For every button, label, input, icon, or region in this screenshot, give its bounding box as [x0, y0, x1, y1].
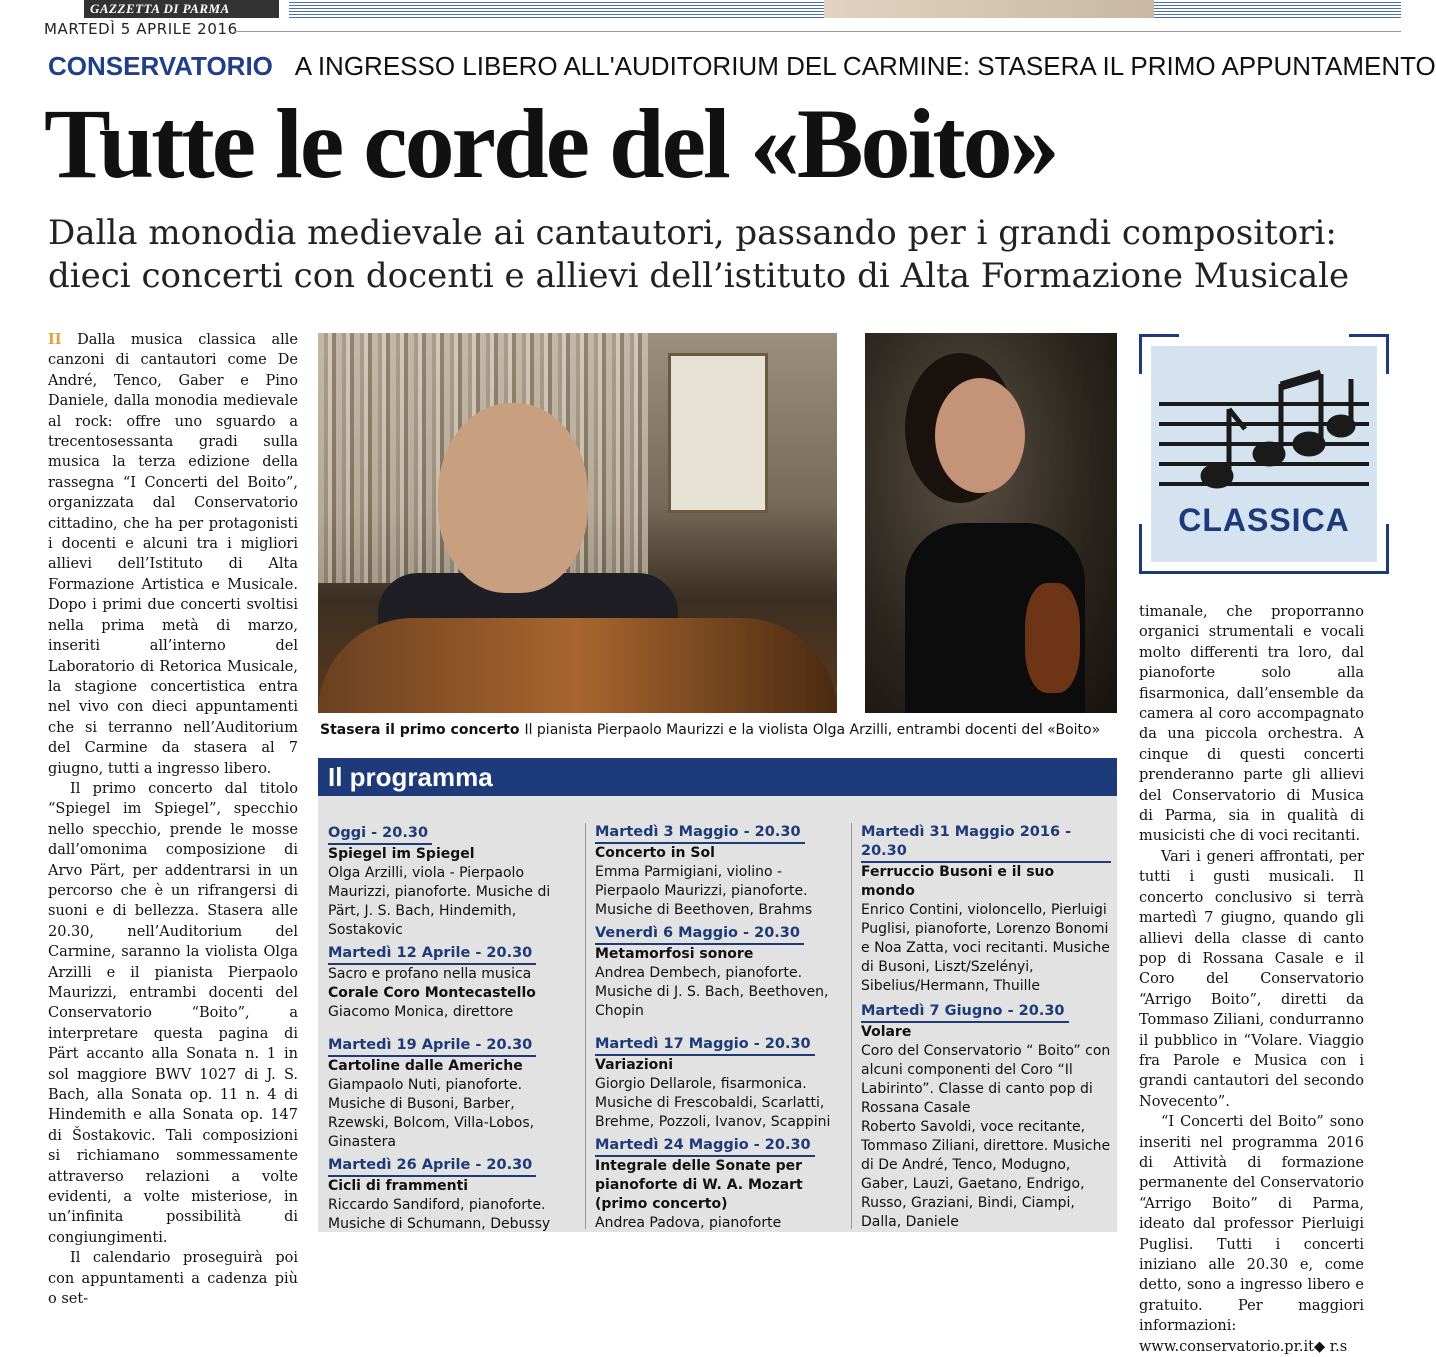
caption-lead: Stasera il primo concerto [320, 722, 520, 738]
photo-pianist [318, 333, 837, 713]
event-date: Martedì 31 Maggio 2016 - 20.30 [861, 823, 1111, 863]
event-entry [595, 1035, 843, 1132]
event-date: Venerdì 6 Maggio - 20.30 [595, 924, 804, 945]
event-date: Martedì 3 Maggio - 20.30 [595, 823, 805, 844]
article-paragraph: II Dalla musica classica alle canzoni di cantautori come De André, Tenco, Gaber e Pino Daniele, dalla monodia medievale al rock: offre uno sguardo a trecentosessanta gradi sulla musica la terza edizione della rassegna “I Concerti del Boito”, organizzata dal Conservatorio cittadino, che ha per protagonisti i docenti e alcuni tra i migliori allievi dell’Istituto di Alta Formazione Artistica e Musicale. Dopo i primi due concerti svoltisi nella prima metà di marzo, inseriti all’interno del Laboratorio di Retorica Musicale, la stagione concertistica entra nel vivo con dieci appuntamenti che si terranno nell’Auditorium del Carmine da stasera al 7 giugno, tutti a ingresso libero. [48, 331, 299, 777]
photo-caption [320, 722, 1100, 738]
headline: Tutte le corde del «Boito» [44, 88, 1057, 199]
event-description: Olga Arzilli, viola - Pierpaolo Maurizzi, pianoforte. Musiche di Pärt, J. S. Bach, Hindemith, Sostakovic [328, 865, 551, 938]
event-description: Sacro e profano nella musica [328, 966, 532, 982]
program-column-2 [585, 823, 849, 1229]
masthead-photo-strip [824, 0, 1154, 18]
event-description: Coro del Conservatorio “ Boito” con alcuni componenti del Coro “Il Labirinto”. Classe di canto pop di Rossana Casale [861, 1043, 1111, 1116]
event-entry [328, 1156, 576, 1234]
event-title: Corale Coro Montecastello [328, 985, 536, 1001]
program-title: Il programma [318, 758, 1117, 796]
event-date: Martedì 7 Giugno - 20.30 [861, 1002, 1069, 1023]
event-title: Cartoline dalle Americhe [328, 1058, 523, 1074]
event-entry [595, 924, 843, 1021]
event-title: Volare [861, 1024, 912, 1040]
article-paragraph: Il primo concerto dal titolo “Spiegel im Spiegel”, specchio nello specchio, prende le mosse dall’omonima composizione di Arvo Pärt, per addentrarsi in un percorso che è un rifrangersi di suoni e di bellezza. Stasera alle 20.30, nell’Auditorium del Carmine, saranno la violista Olga Arzilli e il pianista Pierpaolo Maurizzi, entrambi docenti del Conservatorio “Boito”, a interpretare questa pagina di Pärt accanto alla Sonata n. 1 in sol maggiore BWV 1027 di J. S. Bach, alla Sonata op. 11 n. 4 di Hindemith e alla Sonata op. 147 di Šostakovic. Tali composizioni si richiamano sommessamente attraverso relazioni a volte evidenti, a volte misteriose, in un’infinita possibilità di congiungimenti. [48, 780, 298, 1246]
event-date: Martedì 26 Aprile - 20.30 [328, 1156, 536, 1177]
event-description: Andrea Dembech, pianoforte. Musiche di J. S. Bach, Beethoven, Chopin [595, 965, 829, 1019]
event-entry [328, 944, 576, 1022]
event-entry [595, 823, 843, 920]
masthead-rule [234, 31, 1401, 32]
event-description: Enrico Contini, violoncello, Pierluigi Puglisi, pianoforte, Lorenzo Bonomi e Noa Zatta, voci recitanti. Musiche di Busoni, Liszt/Szelényi, Sibelius/Hermann, Thuille [861, 902, 1110, 994]
article-column-left [48, 330, 298, 1310]
event-title: Ferruccio Busoni e il suo mondo [861, 864, 1055, 899]
music-notes-icon [1159, 364, 1369, 494]
article-paragraph: Il calendario proseguirà poi con appuntamenti a cadenza più o set- [48, 1250, 298, 1308]
event-entry [328, 824, 576, 940]
event-date: Martedì 17 Maggio - 20.30 [595, 1035, 815, 1056]
event-title: Integrale delle Sonate per pianoforte di W. A. Mozart (primo concerto) [595, 1158, 803, 1212]
subhead [48, 212, 1368, 298]
event-title: Concerto in Sol [595, 845, 715, 861]
subhead-line-1: Dalla monodia medievale ai cantautori, passando per i grandi compositori: [48, 213, 1337, 253]
event-date: Martedì 12 Aprile - 20.30 [328, 944, 536, 965]
event-date: Martedì 19 Aprile - 20.30 [328, 1036, 536, 1057]
subhead-line-2: dieci concerti con docenti e allievi dell’istituto di Alta Formazione Musicale [48, 256, 1350, 296]
article-paragraph: “I Concerti del Boito” sono inseriti nel programma 2016 di Attività di formazione permanente del Conservatorio “Arrigo Boito” di Parma, ideato dal professor Pierluigi Puglisi. Tutti i concerti iniziano alle 20.30 e, come detto, sono a ingresso libero e gratuito. Per maggiori informazioni: www.conservatorio.pr.it◆ r.s [1139, 1114, 1364, 1355]
kicker-text: A INGRESSO LIBERO ALL'AUDITORIUM DEL CARMINE: STASERA IL PRIMO APPUNTAMENTO [294, 51, 1436, 81]
event-title: Spiegel im Spiegel [328, 846, 475, 862]
event-description: Andrea Padova, pianoforte [595, 1215, 782, 1231]
event-description: Riccardo Sandiford, pianoforte. Musiche di Schumann, Debussy [328, 1197, 551, 1232]
event-description: Emma Parmigiani, violino - Pierpaolo Maurizzi, pianoforte. Musiche di Beethoven, Brahms [595, 864, 813, 918]
issue-date: MARTEDÌ 5 APRILE 2016 [44, 20, 238, 38]
kicker [48, 50, 1436, 82]
section-label: CONSERVATORIO [48, 51, 273, 81]
event-title: Variazioni [595, 1057, 673, 1073]
event-entry [328, 1036, 576, 1152]
event-date: Oggi - 20.30 [328, 824, 432, 845]
masthead [44, 0, 1401, 40]
event-entry [595, 1136, 843, 1233]
event-title: Cicli di frammenti [328, 1178, 469, 1194]
event-entry [861, 1002, 1111, 1232]
article-column-right [1139, 602, 1364, 1357]
classica-logo [1139, 334, 1389, 574]
newspaper-name: GAZZETTA DI PARMA [84, 0, 279, 18]
event-title: Metamorfosi sonore [595, 946, 754, 962]
paragraph-marker: II [48, 331, 62, 348]
event-description: Giacomo Monica, direttore [328, 1004, 514, 1020]
event-description: Roberto Savoldi, voce recitante, Tommaso Ziliani, direttore. Musiche di De André, Tenco, Modugno, Gaber, Lauzi, Gaetano, Endrigo, Russo, Graziani, Bindi, Ciampi, Dalla, Daniele [861, 1119, 1111, 1230]
article-paragraph: Vari i generi affrontati, per tutti i gusti musicali. Il concerto conclusivo si terrà martedì 7 giugno, quando gli allievi della classe di canto pop di Rossana Casale e il Coro del Conservatorio “Arrigo Boito”, diretti da Tommaso Ziliani, condurranno il pubblico in “Volare. Viaggio fra Parole e Musica con i grandi cantautori del secondo Novecento”. [1139, 848, 1364, 1110]
logo-label: CLASSICA [1178, 502, 1350, 538]
event-description: Giampaolo Nuti, pianoforte. Musiche di Busoni, Barber, Rzewski, Bolcom, Villa-Lobos, Ginastera [328, 1077, 535, 1150]
program-column-1 [318, 824, 582, 1230]
event-entry [861, 823, 1111, 996]
photo-violist [865, 333, 1117, 713]
caption-text: Il pianista Pierpaolo Maurizzi e la violista Olga Arzilli, entrambi docenti del «Boito» [524, 722, 1101, 738]
program-column-3 [851, 823, 1117, 1229]
event-date: Martedì 24 Maggio - 20.30 [595, 1136, 815, 1157]
program-box [318, 758, 1117, 1232]
article-paragraph: timanale, che proporranno organici strumentali e vocali molto differenti tra loro, dal pianoforte solo alla fisarmonica, dall’ensemble da camera al coro accompagnato da una piccola orchestra. A cinque di questi concerti prenderanno parte gli allievi del Conservatorio di Musica di Parma, sia in qualità di musicisti che di voci recitanti. [1139, 604, 1364, 845]
event-description: Giorgio Dellarole, fisarmonica. Musiche di Frescobaldi, Scarlatti, Brehme, Pozzoli, Ivanov, Scappini [595, 1076, 831, 1130]
